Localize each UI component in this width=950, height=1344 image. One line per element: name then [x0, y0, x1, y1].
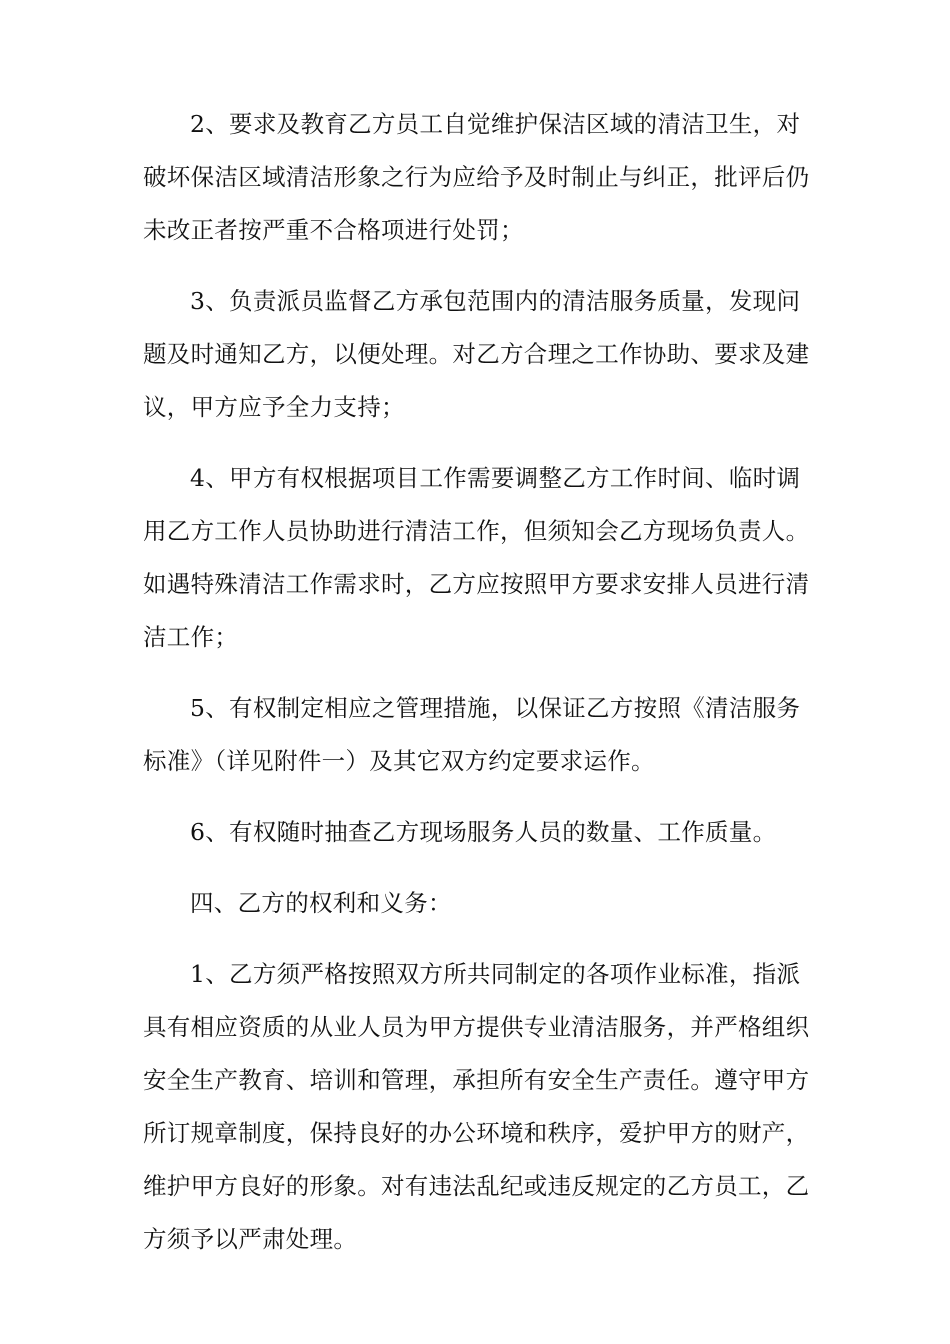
paragraph-clause-3	[143, 275, 819, 434]
text-line: 题及时通知乙方，以便处理。对乙方合理之工作协助、要求及建	[143, 340, 810, 368]
paragraph-clause-1	[143, 948, 819, 1266]
text-line: 安全生产教育、培训和管理，承担所有安全生产责任。遵守甲方	[143, 1066, 810, 1094]
text-line: 3、负责派员监督乙方承包范围内的清洁服务质量，发现问	[190, 287, 801, 315]
text-line: 5、有权制定相应之管理措施，以保证乙方按照《清洁服务	[190, 694, 801, 722]
text-line: 用乙方工作人员协助进行清洁工作，但须知会乙方现场负责人。	[143, 517, 810, 545]
section-heading	[143, 877, 819, 930]
paragraph-clause-2	[143, 98, 819, 257]
text-line: 议，甲方应予全力支持；	[143, 393, 405, 421]
text-line: 标准》（详见附件一）及其它双方约定要求运作。	[143, 747, 655, 775]
text-line: 方须予以严肃处理。	[143, 1225, 358, 1253]
paragraph-clause-6	[143, 806, 819, 859]
document-page	[143, 98, 819, 1284]
text-line: 4、甲方有权根据项目工作需要调整乙方工作时间、临时调	[190, 464, 801, 492]
text-line: 1、乙方须严格按照双方所共同制定的各项作业标准，指派	[190, 960, 801, 988]
text-line: 洁工作；	[143, 623, 239, 651]
paragraph-clause-4	[143, 452, 819, 664]
text-line: 6、有权随时抽查乙方现场服务人员的数量、工作质量。	[190, 818, 777, 846]
text-line: 四、乙方的权利和义务：	[190, 889, 452, 917]
text-line: 具有相应资质的从业人员为甲方提供专业清洁服务，并严格组织	[143, 1013, 810, 1041]
text-line: 如遇特殊清洁工作需求时，乙方应按照甲方要求安排人员进行清	[143, 570, 810, 598]
text-line: 未改正者按严重不合格项进行处罚；	[143, 216, 524, 244]
text-line: 破坏保洁区域清洁形象之行为应给予及时制止与纠正，批评后仍	[143, 163, 810, 191]
text-line: 所订规章制度，保持良好的办公环境和秩序，爱护甲方的财产，	[143, 1119, 810, 1147]
text-line: 2、要求及教育乙方员工自觉维护保洁区域的清洁卫生，对	[190, 110, 801, 138]
text-line: 维护甲方良好的形象。对有违法乱纪或违反规定的乙方员工，乙	[143, 1172, 810, 1200]
paragraph-clause-5	[143, 682, 819, 788]
